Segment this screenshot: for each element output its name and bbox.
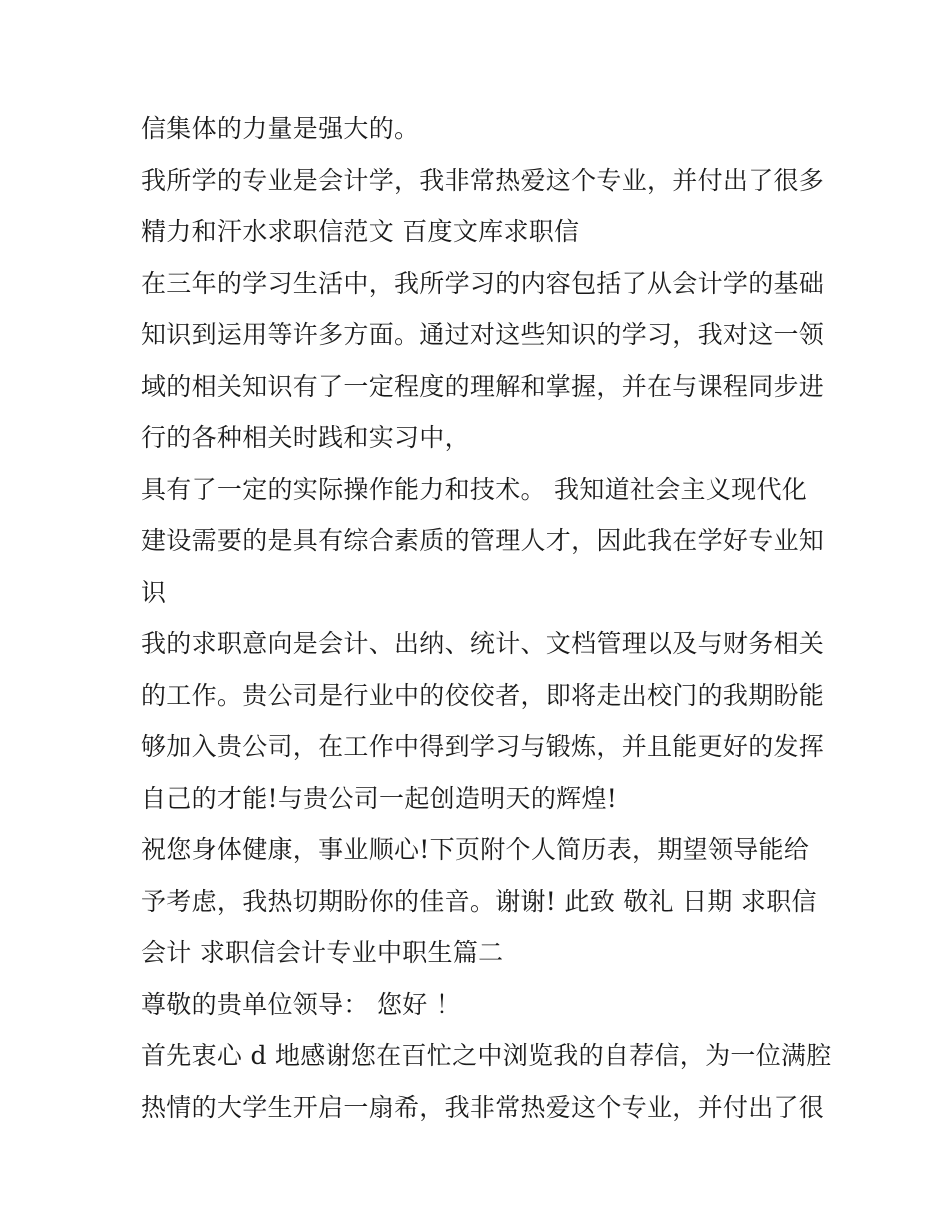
text-line: 具有了一定的实际操作能力和技术。 我知道社会主义现代化 bbox=[141, 474, 808, 504]
text-line: 行的各种相关时践和实习中， bbox=[141, 423, 470, 452]
text-line: 精力和汗水求职信范文 百度文库求职信 bbox=[141, 217, 580, 246]
text-line: 知识到运用等许多方面。通过对这些知识的学习，我对这一领 bbox=[141, 320, 825, 349]
text-line: 尊敬的贵单位领导： 您好 ！ bbox=[141, 989, 462, 1019]
text-line: 热情的大学生开启一扇希，我非常热爱这个专业，并付出了很 bbox=[141, 1092, 825, 1122]
text-line: 会计 求职信会计专业中职生篇二 bbox=[141, 938, 504, 967]
text-line: 在三年的学习生活中，我所学习的内容包括了从会计学的基础 bbox=[141, 268, 825, 298]
text-line: 祝您身体健康，事业顺心!下页附个人简历表，期望领导能给 bbox=[141, 835, 810, 864]
body-text bbox=[141, 107, 831, 1137]
text-line: 首先衷心 d 地感谢您在百忙之中浏览我的自荐信，为一位满腔 bbox=[141, 1041, 832, 1070]
text-line: 够加入贵公司，在工作中得到学习与锻炼，并且能更好的发挥 bbox=[141, 732, 825, 761]
text-line: 信集体的力量是强大的。 bbox=[141, 114, 420, 143]
text-line: 我的求职意向是会计、出纳、统计、文档管理以及与财务相关 bbox=[141, 629, 825, 658]
text-line: 的工作。贵公司是行业中的佼佼者，即将走出校门的我期盼能 bbox=[141, 680, 825, 710]
text-line: 我所学的专业是会计学，我非常热爱这个专业，并付出了很多 bbox=[141, 165, 825, 195]
text-line: 予考虑，我热切期盼你的佳音。谢谢! 此致 敬礼 日期 求职信 bbox=[141, 886, 817, 916]
text-line: 建设需要的是具有综合素质的管理人才，因此我在学好专业知 bbox=[141, 526, 825, 555]
text-line: 自己的才能!与贵公司一起创造明天的辉煌! bbox=[141, 783, 618, 813]
text-line: 识 bbox=[141, 577, 167, 607]
text-line: 域的相关知识有了一定程度的理解和掌握，并在与课程同步进 bbox=[141, 371, 825, 401]
